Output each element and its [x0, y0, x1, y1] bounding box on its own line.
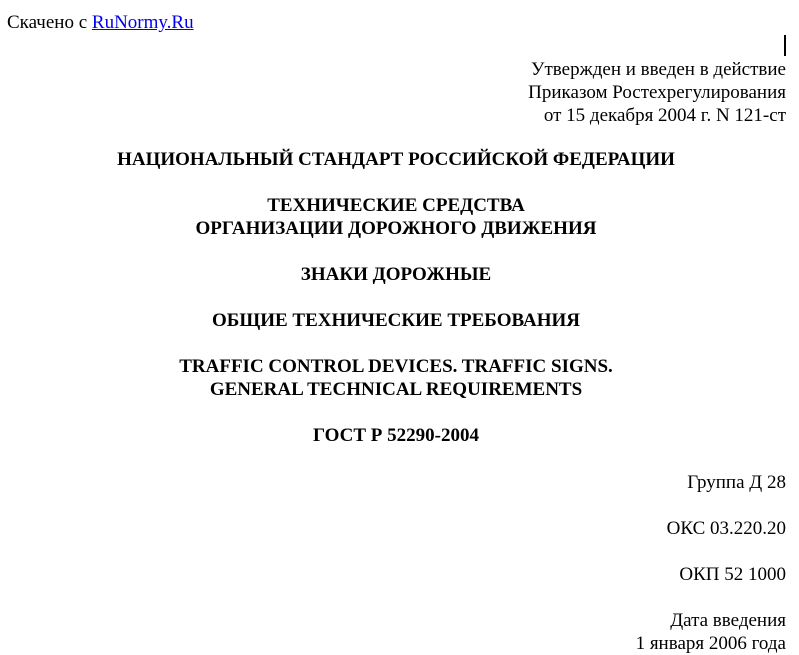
- national-standard-heading: НАЦИОНАЛЬНЫЙ СТАНДАРТ РОССИЙСКОЙ ФЕДЕРАЦИИ: [117, 149, 675, 170]
- technical-tools-heading: [0, 194, 792, 240]
- introduction-label: Дата введения: [670, 610, 786, 631]
- approval-block: [528, 58, 786, 127]
- road-signs-heading: ЗНАКИ ДОРОЖНЫЕ: [300, 264, 492, 285]
- gost-number: ГОСТ Р 52290-2004: [313, 425, 479, 446]
- approval-line-1: Утвержден и введен в действие: [531, 59, 786, 80]
- source-link[interactable]: RuNormy.Ru: [91, 12, 194, 33]
- introduction-date: [636, 609, 786, 655]
- approval-line-3: от 15 декабря 2004 г. N 121-ст: [543, 105, 786, 126]
- group-code: Группа Д 28: [687, 472, 786, 493]
- english-title: [0, 355, 792, 401]
- okp-code: ОКП 52 1000: [679, 564, 786, 585]
- technical-tools-line-1: ТЕХНИЧЕСКИЕ СРЕДСТВА: [267, 195, 525, 216]
- source-prefix: Скачено с: [7, 12, 88, 33]
- source-line: [7, 11, 194, 34]
- technical-tools-line-2: ОРГАНИЗАЦИИ ДОРОЖНОГО ДВИЖЕНИЯ: [195, 218, 597, 239]
- english-title-line-1: TRAFFIC CONTROL DEVICES. TRAFFIC SIGNS.: [179, 356, 613, 377]
- english-title-line-2: GENERAL TECHNICAL REQUIREMENTS: [209, 379, 583, 400]
- introduction-date-value: 1 января 2006 года: [635, 633, 786, 654]
- oks-code: ОКС 03.220.20: [666, 518, 786, 539]
- approval-line-2: Приказом Ростехрегулирования: [528, 82, 786, 103]
- text-cursor: [784, 35, 786, 56]
- requirements-heading: ОБЩИЕ ТЕХНИЧЕСКИЕ ТРЕБОВАНИЯ: [212, 310, 580, 331]
